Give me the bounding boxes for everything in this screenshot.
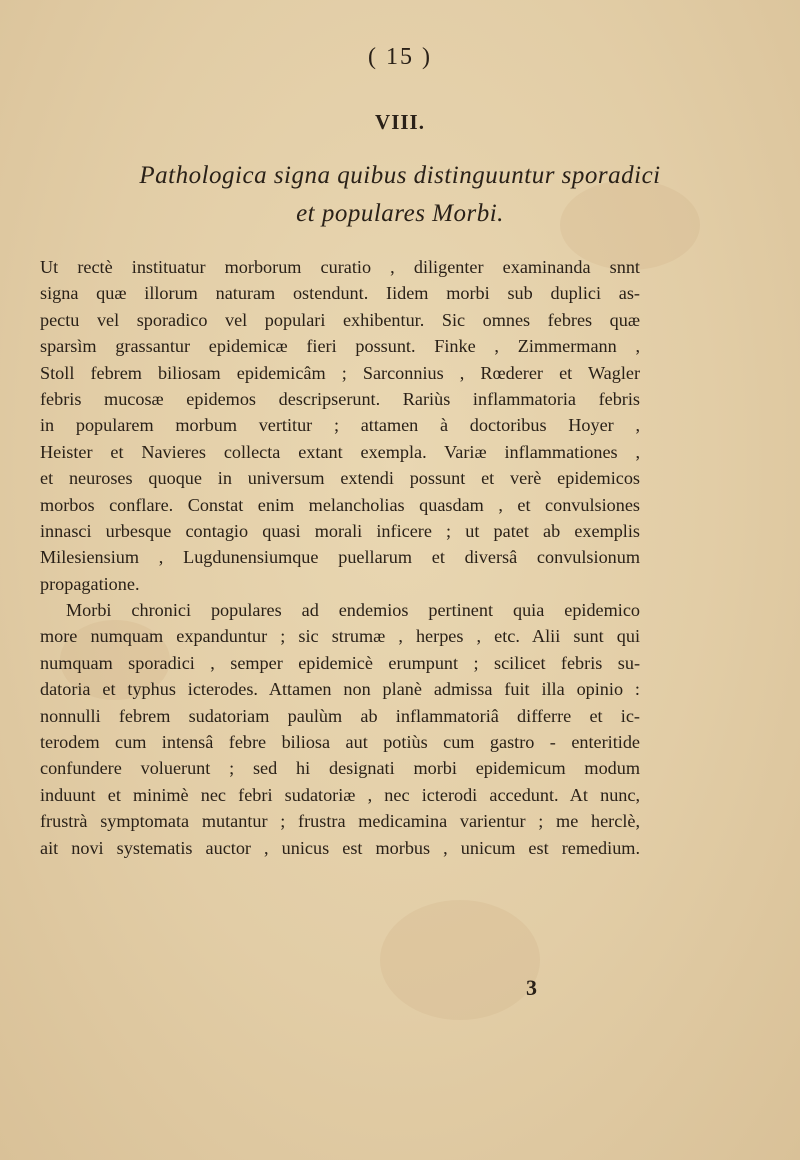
section-title [40,157,760,233]
text-line: pectu vel sporadico vel populari exhibentur. Sic omnes febres quæ [40,309,640,330]
text-line: febris mucosæ epidemos descripserunt. Rariùs inflammatoria febris [40,388,640,409]
text-line: confundere voluerunt ; sed hi designati morbi epidemicum modum [40,758,640,779]
text-line: innasci urbesque contagio quasi morali inficere ; ut patet ab exemplis [40,520,640,541]
text-line: in popularem morbum vertitur ; attamen à doctoribus Hoyer , [40,415,640,436]
text-line: numquam sporadici , semper epidemicè erumpunt ; scilicet febris su- [40,652,640,673]
text-line: Milesiensium , Lugdunensiumque puellarum et diversâ convulsionum [40,547,640,568]
text-line: terodem cum intensâ febre biliosa aut potiùs cum gastro - enteritide [40,732,640,753]
text-line: nonnulli febrem sudatoriam paulùm ab inflammatoriâ differre et ic- [40,705,640,726]
text-line: morbos conflare. Constat enim melancholias quasdam , et convulsiones [40,494,640,515]
text-line: Ut rectè instituatur morborum curatio , diligenter examinanda snnt [40,257,640,277]
title-line: et populares Morbi. [296,200,504,227]
text-line: propagatione. [40,573,140,594]
text-line: Morbi chronici populares ad endemios pertinent quia epidemico [66,600,640,621]
text-line: et neuroses quoque in universum extendi possunt et verè epidemicos [40,468,640,489]
text-line: ait novi systematis auctor , unicus est morbus , unicum est remedium. [40,837,640,858]
title-line: Pathologica signa quibus distinguuntur sporadici [139,162,661,189]
text-line: frustrà symptomata mutantur ; frustra medicamina varientur ; me herclè, [40,811,640,832]
text-line: Heister et Navieres collecta extant exempla. Variæ inflammationes , [40,441,640,462]
section-number: VIII. [375,110,425,134]
text-line: Stoll febrem biliosam epidemicâm ; Sarconnius , Rœderer et Wagler [40,362,640,383]
signature-mark: 3 [526,975,537,1000]
text-line: induunt et minimè nec febri sudatoriæ , nec icterodi accedunt. At nunc, [40,784,640,805]
page-number: ( 15 ) [368,44,432,70]
text-line: signa quæ illorum naturam ostendunt. Iidem morbi sub duplici as- [40,283,640,304]
text-line: more numquam expanduntur ; sic strumæ , herpes , etc. Alii sunt qui [40,626,640,647]
paper-stain [380,900,540,1020]
text-line: datoria et typhus icterodes. Attamen non planè admissa fuit illa opinio : [40,679,640,700]
body-text [40,254,640,861]
text-line: sparsìm grassantur epidemicæ fieri possunt. Finke , Zimmermann , [40,336,640,357]
